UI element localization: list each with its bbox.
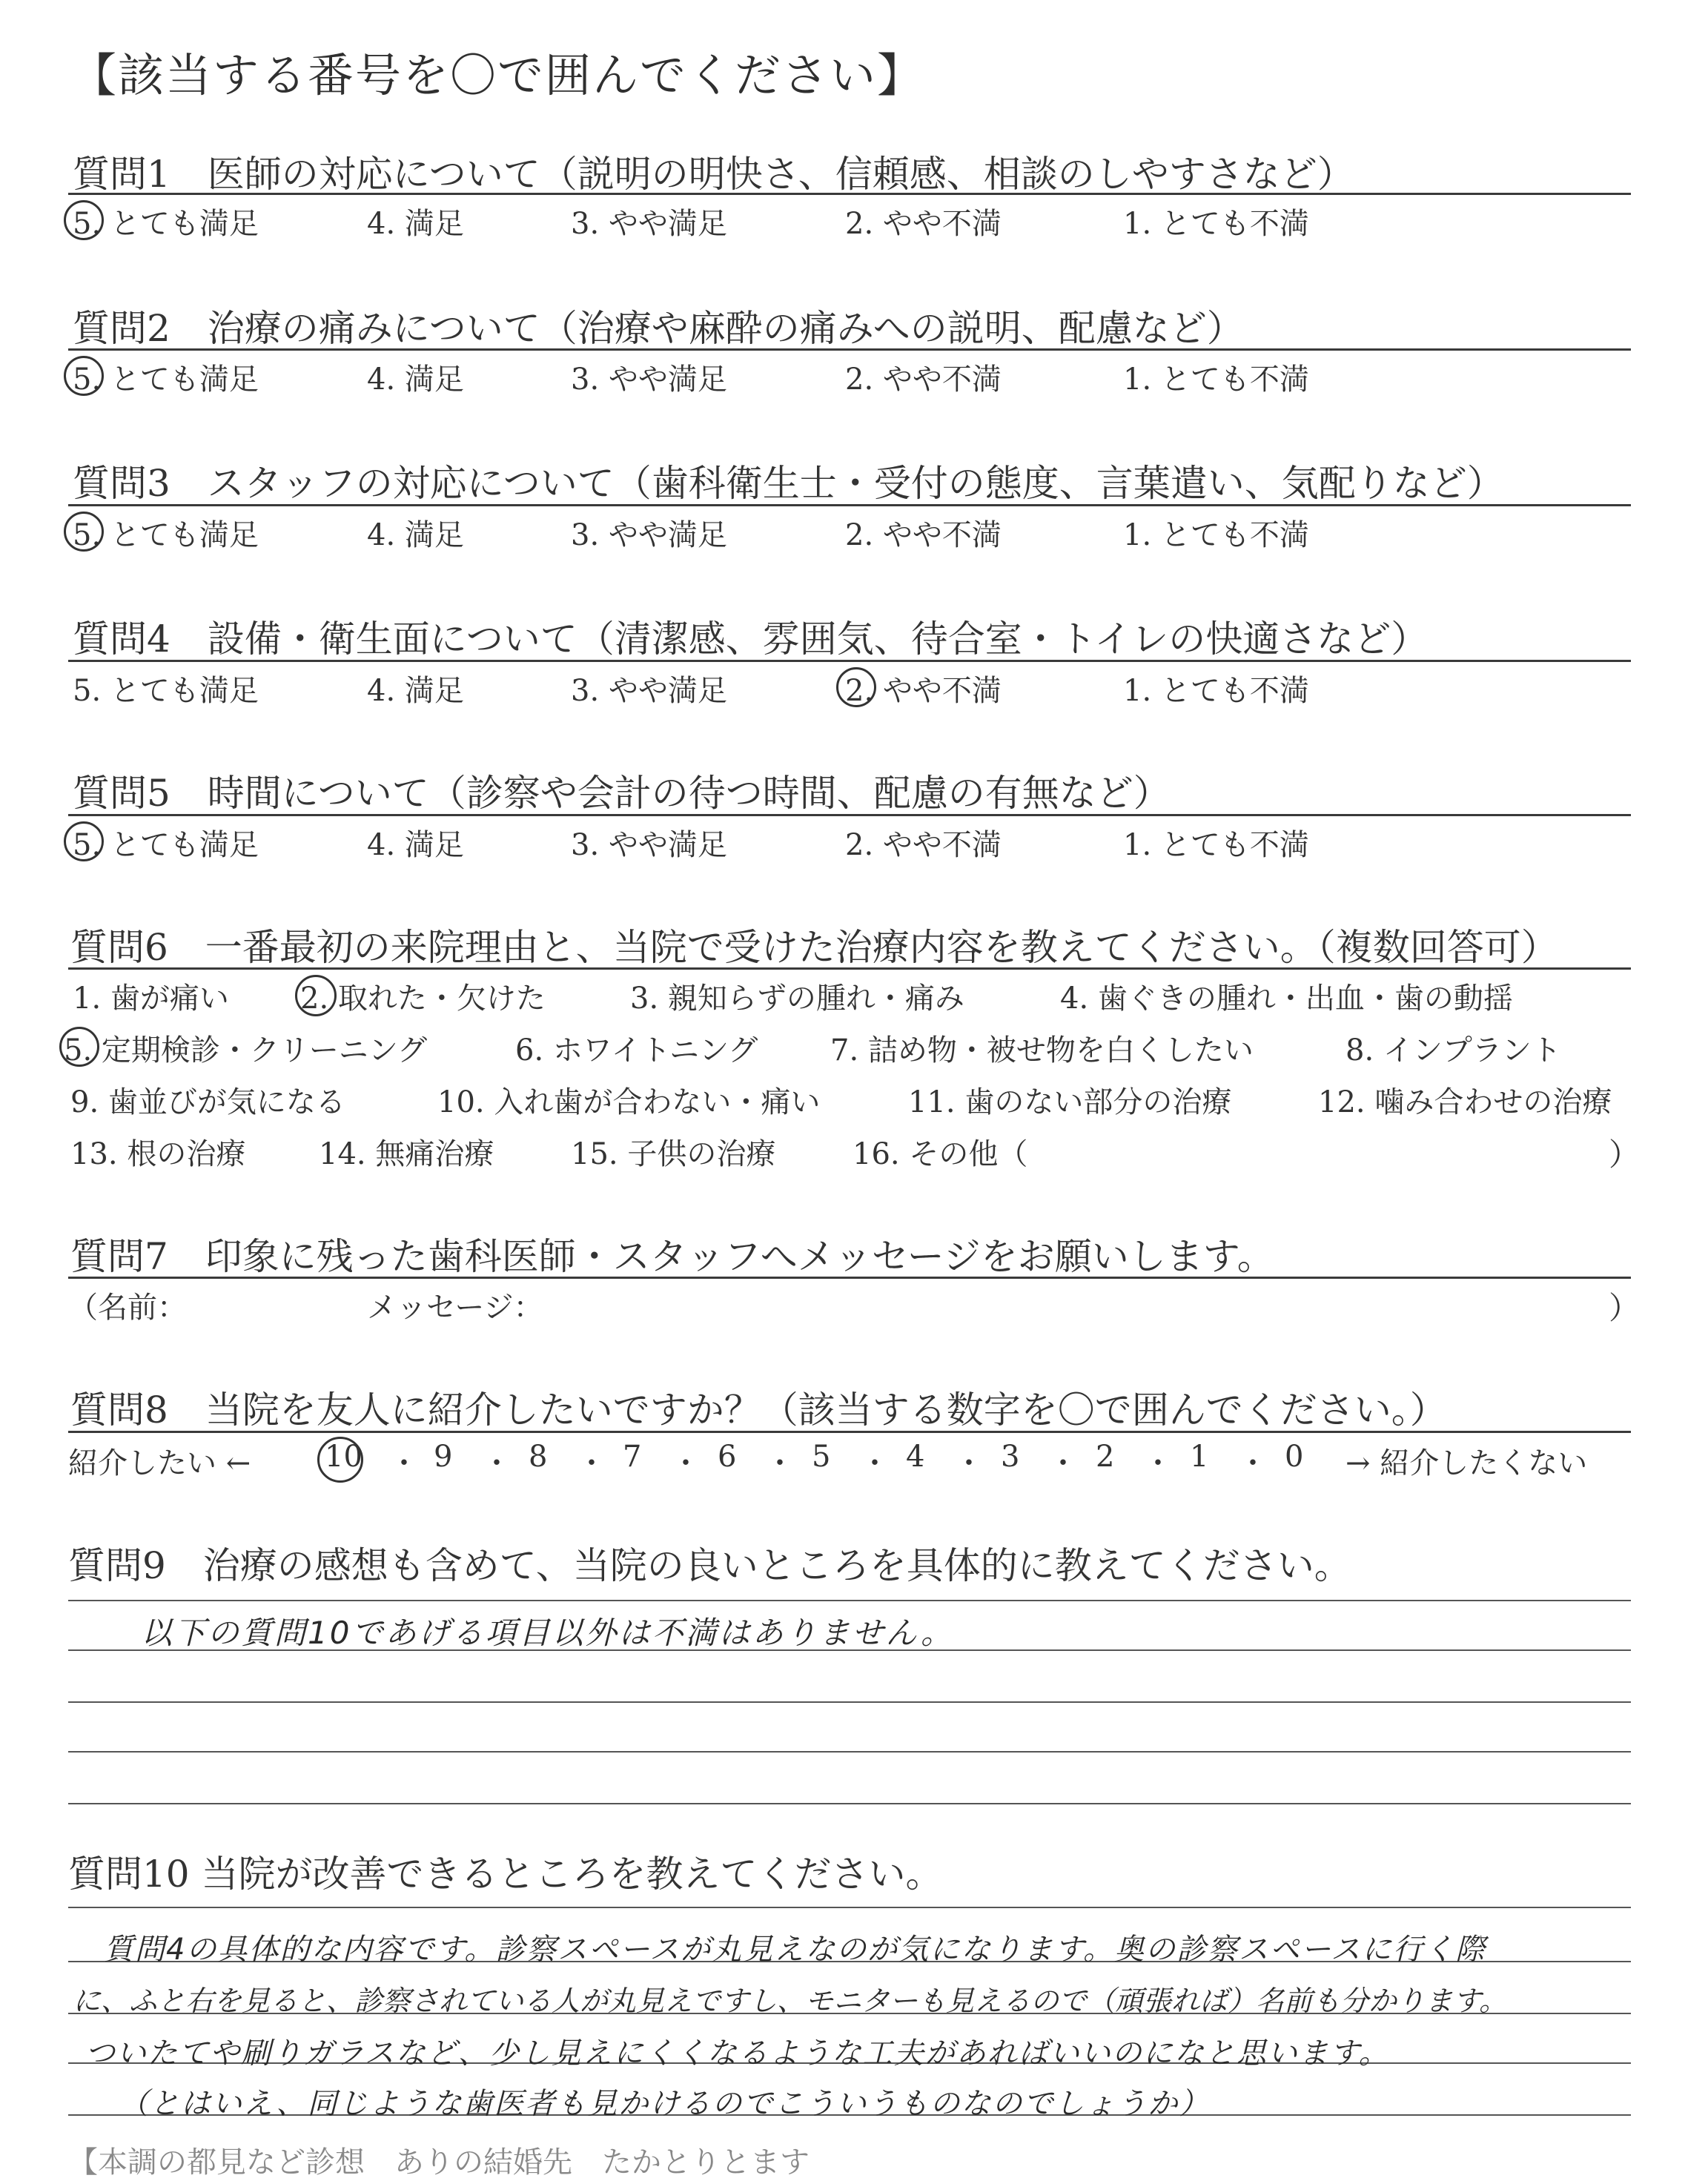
- q8-selection-circle: [317, 1437, 363, 1483]
- q3-selection-circle: [64, 512, 104, 552]
- q8-score-0[interactable]: 0: [1285, 1440, 1304, 1474]
- q9-writing-line: [68, 1803, 1631, 1804]
- q5-option-1[interactable]: 1. とても不満: [1123, 828, 1309, 862]
- q4-option-1[interactable]: 1. とても不満: [1123, 674, 1309, 708]
- q4-option-2[interactable]: 2. やや不満: [845, 674, 1002, 708]
- q4-rule: [68, 660, 1631, 662]
- q9-answer-line-1: 以下の質問10であげる項目以外は不満はありません。: [141, 1615, 954, 1651]
- q7-label: 質問7 印象に残った歯科医師・スタッフへメッセージをお願いします。: [70, 1235, 1274, 1278]
- q6-option-8[interactable]: 8. インプラント: [1345, 1033, 1561, 1068]
- q2-option-3[interactable]: 3. やや満足: [571, 363, 727, 397]
- q8-sep: ・: [577, 1446, 606, 1480]
- q9-writing-line: [68, 1751, 1631, 1753]
- q3-option-1[interactable]: 1. とても不満: [1123, 518, 1309, 552]
- q6-selection-circle-5: [59, 1027, 99, 1067]
- q3-rule: [68, 504, 1631, 506]
- q10-writing-line: [68, 1907, 1631, 1908]
- q2-option-4[interactable]: 4. 満足: [367, 363, 464, 397]
- q6-option-13[interactable]: 13. 根の治療: [70, 1137, 246, 1171]
- q5-option-3[interactable]: 3. やや満足: [571, 828, 727, 862]
- q8-score-3[interactable]: 3: [1001, 1440, 1020, 1474]
- q3-label: 質問3 スタッフの対応について（歯科衛生士・受付の態度、言葉遣い、気配りなど）: [73, 462, 1504, 505]
- q3-option-3[interactable]: 3. やや満足: [571, 518, 727, 552]
- q2-option-2[interactable]: 2. やや不満: [845, 363, 1002, 397]
- q8-label: 質問8 当院を友人に紹介したいですか？（該当する数字を〇で囲んでください。）: [70, 1389, 1447, 1432]
- q10-answer-line-2: に、ふと右を見ると、診察されている人が丸見えですし、モニターも見えるので（頑張れば）名前も分かります。: [73, 1985, 1507, 2017]
- q2-option-1[interactable]: 1. とても不満: [1123, 363, 1309, 397]
- q3-option-4[interactable]: 4. 満足: [367, 518, 464, 552]
- q2-label: 質問2 治療の痛みについて（治療や麻酔の痛みへの説明、配慮など）: [73, 307, 1244, 350]
- q1-option-5[interactable]: 5. とても満足: [73, 207, 259, 241]
- q1-selection-circle: [64, 200, 104, 240]
- q8-score-7[interactable]: 7: [623, 1440, 642, 1474]
- q3-option-2[interactable]: 2. やや不満: [845, 518, 1002, 552]
- q8-sep: ・: [860, 1446, 890, 1480]
- q10-answer-line-4: （とはいえ、同じような歯医者も見かけるのでこういうものなのでしょうか）: [119, 2087, 1211, 2121]
- q6-option-6[interactable]: 6. ホワイトニング: [515, 1033, 758, 1068]
- q6-option-1[interactable]: 1. 歯が痛い: [73, 982, 229, 1016]
- q4-label: 質問4 設備・衛生面について（清潔感、雰囲気、待合室・トイレの快適さなど）: [73, 618, 1429, 661]
- q9-label: 質問9 治療の感想も含めて、当院の良いところを具体的に教えてください。: [68, 1544, 1351, 1587]
- q8-score-4[interactable]: 4: [906, 1440, 925, 1474]
- q7-message-label[interactable]: メッセージ：: [367, 1291, 543, 1325]
- q4-option-5[interactable]: 5. とても満足: [73, 674, 259, 708]
- q7-close: ）: [1609, 1290, 1641, 1326]
- q8-sep: ・: [954, 1446, 984, 1480]
- q6-other-close: ）: [1609, 1136, 1641, 1173]
- q7-name-label[interactable]: （名前：: [68, 1291, 187, 1325]
- q6-option-4[interactable]: 4. 歯ぐきの腫れ・出血・歯の動揺: [1060, 982, 1513, 1016]
- q6-option-3[interactable]: 3. 親知らずの腫れ・痛み: [630, 982, 964, 1016]
- q5-option-5[interactable]: 5. とても満足: [73, 828, 259, 862]
- q6-option-2[interactable]: 2. 取れた・欠けた: [300, 982, 546, 1016]
- q8-score-8[interactable]: 8: [529, 1440, 548, 1474]
- q1-option-4[interactable]: 4. 満足: [367, 207, 464, 241]
- q10-answer-line-1: 質問4の具体的な内容です。診察スペースが丸見えなのが気になります。奥の診察スペースに行く際: [104, 1933, 1487, 1967]
- q5-rule: [68, 814, 1631, 816]
- q6-option-16[interactable]: 16. その他（: [853, 1137, 1028, 1171]
- footer-fragment: 【本調の都見など診想 ありの結婚先 たかとりとます: [68, 2145, 810, 2180]
- q8-sep: ・: [389, 1446, 419, 1480]
- q8-score-6[interactable]: 6: [718, 1440, 737, 1474]
- q9-writing-line: [68, 1701, 1631, 1703]
- q2-rule: [68, 348, 1631, 351]
- q1-label: 質問1 医師の対応について（説明の明快さ、信頼感、相談のしやすさなど）: [73, 153, 1354, 196]
- q8-sep: ・: [482, 1446, 512, 1480]
- q5-option-2[interactable]: 2. やや不満: [845, 828, 1002, 862]
- q1-option-1[interactable]: 1. とても不満: [1123, 207, 1309, 241]
- q8-score-9[interactable]: 9: [434, 1440, 453, 1474]
- q10-answer-line-3: ついたてや刷りガラスなど、少し見えにくくなるような工夫があればいいのになと思います。: [85, 2036, 1390, 2071]
- q8-sep: ・: [1238, 1446, 1268, 1480]
- q6-selection-circle-2: [295, 975, 337, 1016]
- q4-selection-circle: [836, 667, 876, 707]
- q3-option-5[interactable]: 5. とても満足: [73, 518, 259, 552]
- page-title: 【該当する番号を〇で囲んでください】: [70, 48, 925, 102]
- q8-sep: ・: [1048, 1446, 1078, 1480]
- q8-score-2[interactable]: 2: [1096, 1440, 1115, 1474]
- q8-score-1[interactable]: 1: [1190, 1440, 1209, 1474]
- q6-option-15[interactable]: 15. 子供の治療: [571, 1137, 776, 1171]
- q2-option-5[interactable]: 5. とても満足: [73, 363, 259, 397]
- q8-sep: ・: [1143, 1446, 1173, 1480]
- q8-sep: ・: [671, 1446, 701, 1480]
- q10-label: 質問10 当院が改善できるところを教えてください。: [68, 1853, 943, 1896]
- q2-selection-circle: [64, 356, 104, 396]
- q8-right-label: → 紹介したくない: [1345, 1446, 1588, 1480]
- q1-option-2[interactable]: 2. やや不満: [845, 207, 1002, 241]
- q6-label: 質問6 一番最初の来院理由と、当院で受けた治療内容を教えてください。（複数回答可）: [70, 926, 1558, 969]
- q4-option-4[interactable]: 4. 満足: [367, 674, 464, 708]
- q4-option-3[interactable]: 3. やや満足: [571, 674, 727, 708]
- q6-option-12[interactable]: 12. 噛み合わせの治療: [1318, 1085, 1612, 1119]
- q8-score-10[interactable]: 10: [325, 1440, 363, 1474]
- q6-option-5[interactable]: 5. 定期検診・クリーニング: [64, 1033, 428, 1068]
- q1-option-3[interactable]: 3. やや満足: [571, 207, 727, 241]
- q8-sep: ・: [765, 1446, 795, 1480]
- q6-option-9[interactable]: 9. 歯並びが気になる: [70, 1085, 345, 1119]
- q5-label: 質問5 時間について（診察や会計の待つ時間、配慮の有無など）: [73, 772, 1171, 815]
- q6-rule: [68, 967, 1631, 970]
- q6-option-11[interactable]: 11. 歯のない部分の治療: [908, 1085, 1232, 1119]
- q6-option-7[interactable]: 7. 詰め物・被せ物を白くしたい: [830, 1033, 1254, 1068]
- q7-rule: [68, 1277, 1631, 1279]
- q6-option-10[interactable]: 10. 入れ歯が合わない・痛い: [437, 1085, 821, 1119]
- q5-selection-circle: [64, 821, 104, 861]
- q8-score-5[interactable]: 5: [812, 1440, 831, 1474]
- q8-rule: [68, 1431, 1631, 1433]
- q8-left-label: 紹介したい ←: [68, 1446, 251, 1480]
- q6-option-14[interactable]: 14. 無痛治療: [319, 1137, 494, 1171]
- q1-rule: [68, 193, 1631, 195]
- q5-option-4[interactable]: 4. 満足: [367, 828, 464, 862]
- q9-writing-line: [68, 1600, 1631, 1601]
